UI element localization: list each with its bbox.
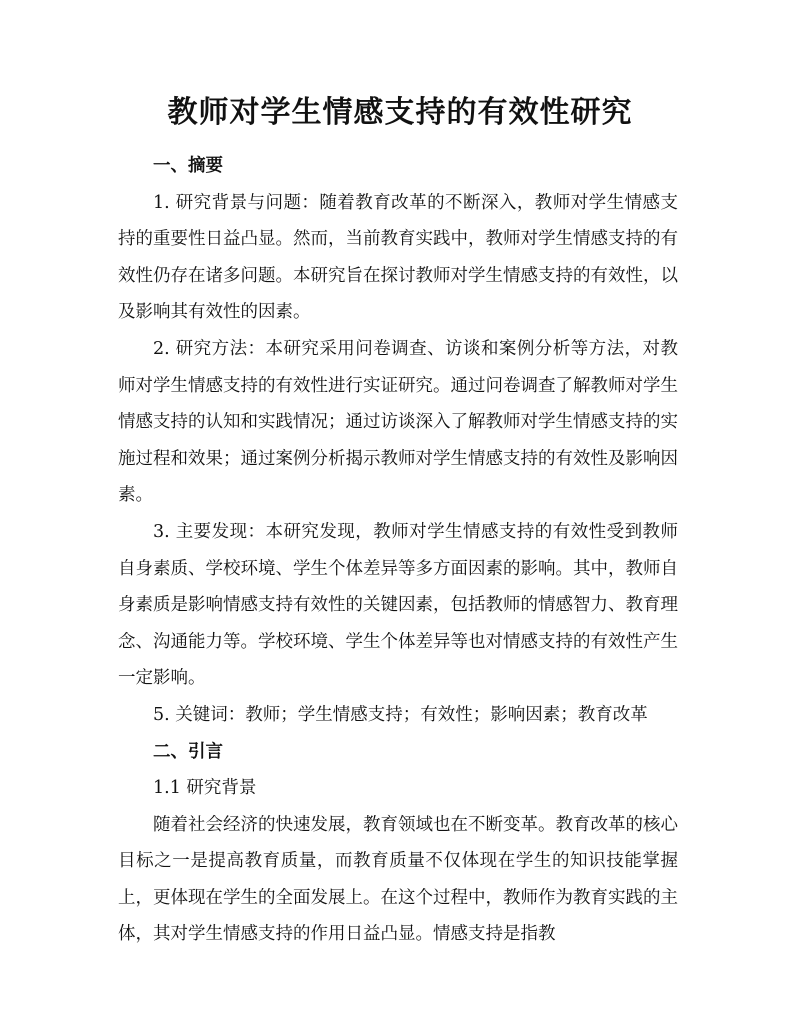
abstract-item-methods: 2. 研究方法：本研究采用问卷调查、访谈和案例分析等方法，对教师对学生情感支持的有效性进行实证研究。通过问卷调查了解教师对学生情感支持的认知和实践情况；通过访谈深入了解教师对学生情感支持的实施过程和效果；通过案例分析揭示教师对学生情感支持的有效性及影响因素。	[118, 338, 678, 506]
subsection-heading-background: 1.1 研究背景	[153, 778, 257, 799]
abstract-item-background: 1. 研究背景与问题：随着教育改革的不断深入，教师对学生情感支持的重要性日益凸显。然而，当前教育实践中，教师对学生情感支持的有效性仍存在诸多问题。本研究旨在探讨教师对学生情感支持的有效性，以及影响其有效性的因素。	[118, 192, 678, 323]
document-title: 教师对学生情感支持的有效性研究	[167, 95, 633, 130]
intro-paragraph: 随着社会经济的快速发展，教育领域也在不断变革。教育改革的核心目标之一是提高教育质量，而教育质量不仅体现在学生的知识技能掌握上，更体现在学生的全面发展上。在这个过程中，教师作为教育实践的主体，其对学生情感支持的作用日益凸显。情感支持是指教	[118, 814, 678, 945]
section-heading-abstract: 一、摘要	[153, 156, 223, 176]
abstract-item-findings: 3. 主要发现：本研究发现，教师对学生情感支持的有效性受到教师自身素质、学校环境、学生个体差异等多方面因素的影响。其中，教师自身素质是影响情感支持有效性的关键因素，包括教师的情感智力、教育理念、沟通能力等。学校环境、学生个体差异等也对情感支持的有效性产生一定影响。	[118, 521, 678, 689]
section-heading-introduction: 二、引言	[153, 741, 223, 762]
document-body	[118, 148, 678, 953]
abstract-item-keywords: 5. 关键词：教师；学生情感支持；有效性；影响因素；教育改革	[153, 704, 648, 725]
